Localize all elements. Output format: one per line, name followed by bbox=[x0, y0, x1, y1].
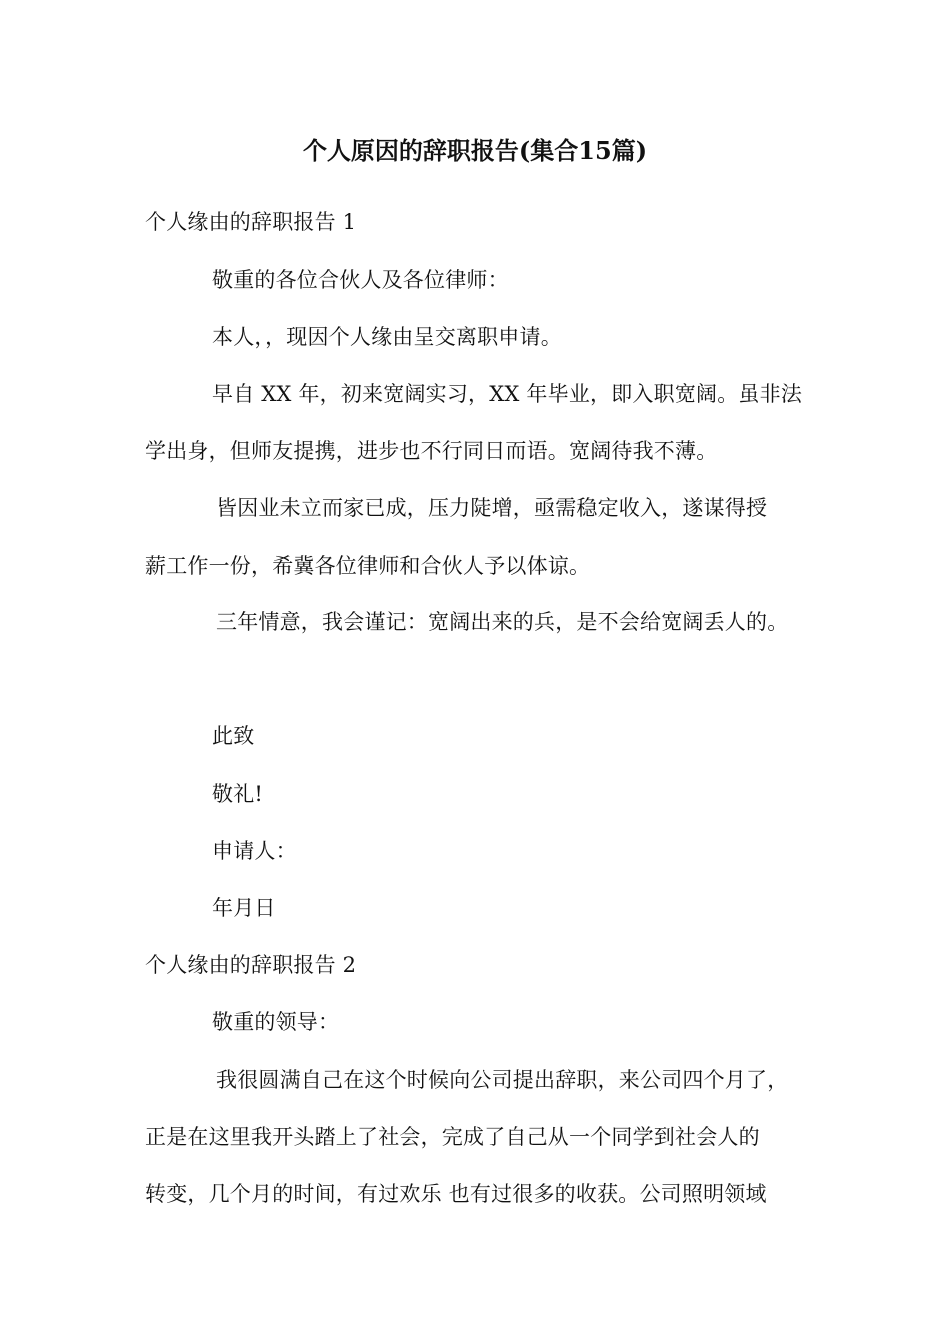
report-2-paragraph-1-line-3: 转变，几个月的时间，有过欢乐 也有过很多的收获。公司照明领域 bbox=[145, 1182, 767, 1206]
report-1-paragraph-3-line-1: 皆因业未立而家已成，压力陡增，亟需稳定收入，遂谋得授 bbox=[216, 496, 768, 520]
report-1-paragraph-3-line-2: 薪工作一份，希冀各位律师和合伙人予以体谅。 bbox=[145, 554, 591, 578]
report-1-salutation: 敬重的各位合伙人及各位律师： bbox=[212, 268, 509, 292]
report-1-closing-line-2: 敬礼! bbox=[212, 782, 264, 806]
report-1-paragraph-4: 三年情意，我会谨记：宽阔出来的兵，是不会给宽阔丢人的。 bbox=[216, 610, 789, 634]
report-1-paragraph-2-line-2: 学出身，但师友提携，进步也不行同日而语。宽阔待我不薄。 bbox=[145, 439, 718, 463]
report-2-salutation: 敬重的领导： bbox=[212, 1010, 340, 1034]
report-1-paragraph-2-line-1: 早自 XX 年，初来宽阔实习，XX 年毕业，即入职宽阔。虽非法 bbox=[212, 382, 803, 406]
report-1-closing-line-1: 此致 bbox=[212, 724, 255, 748]
report-2-paragraph-1-line-2: 正是在这里我开头踏上了社会，完成了自己从一个同学到社会人的 bbox=[145, 1125, 760, 1149]
report-1-date: 年月日 bbox=[212, 896, 276, 920]
report-2-heading: 个人缘由的辞职报告 2 bbox=[145, 953, 357, 977]
document-title: 个人原因的辞职报告(集合15篇) bbox=[302, 136, 648, 165]
report-1-paragraph-1: 本人，，现因个人缘由呈交离职申请。 bbox=[212, 325, 562, 349]
report-1-applicant: 申请人： bbox=[212, 839, 297, 863]
report-2-paragraph-1-line-1: 我很圆满自己在这个时候向公司提出辞职，来公司四个月了， bbox=[216, 1068, 789, 1092]
report-1-heading: 个人缘由的辞职报告 1 bbox=[145, 210, 357, 234]
